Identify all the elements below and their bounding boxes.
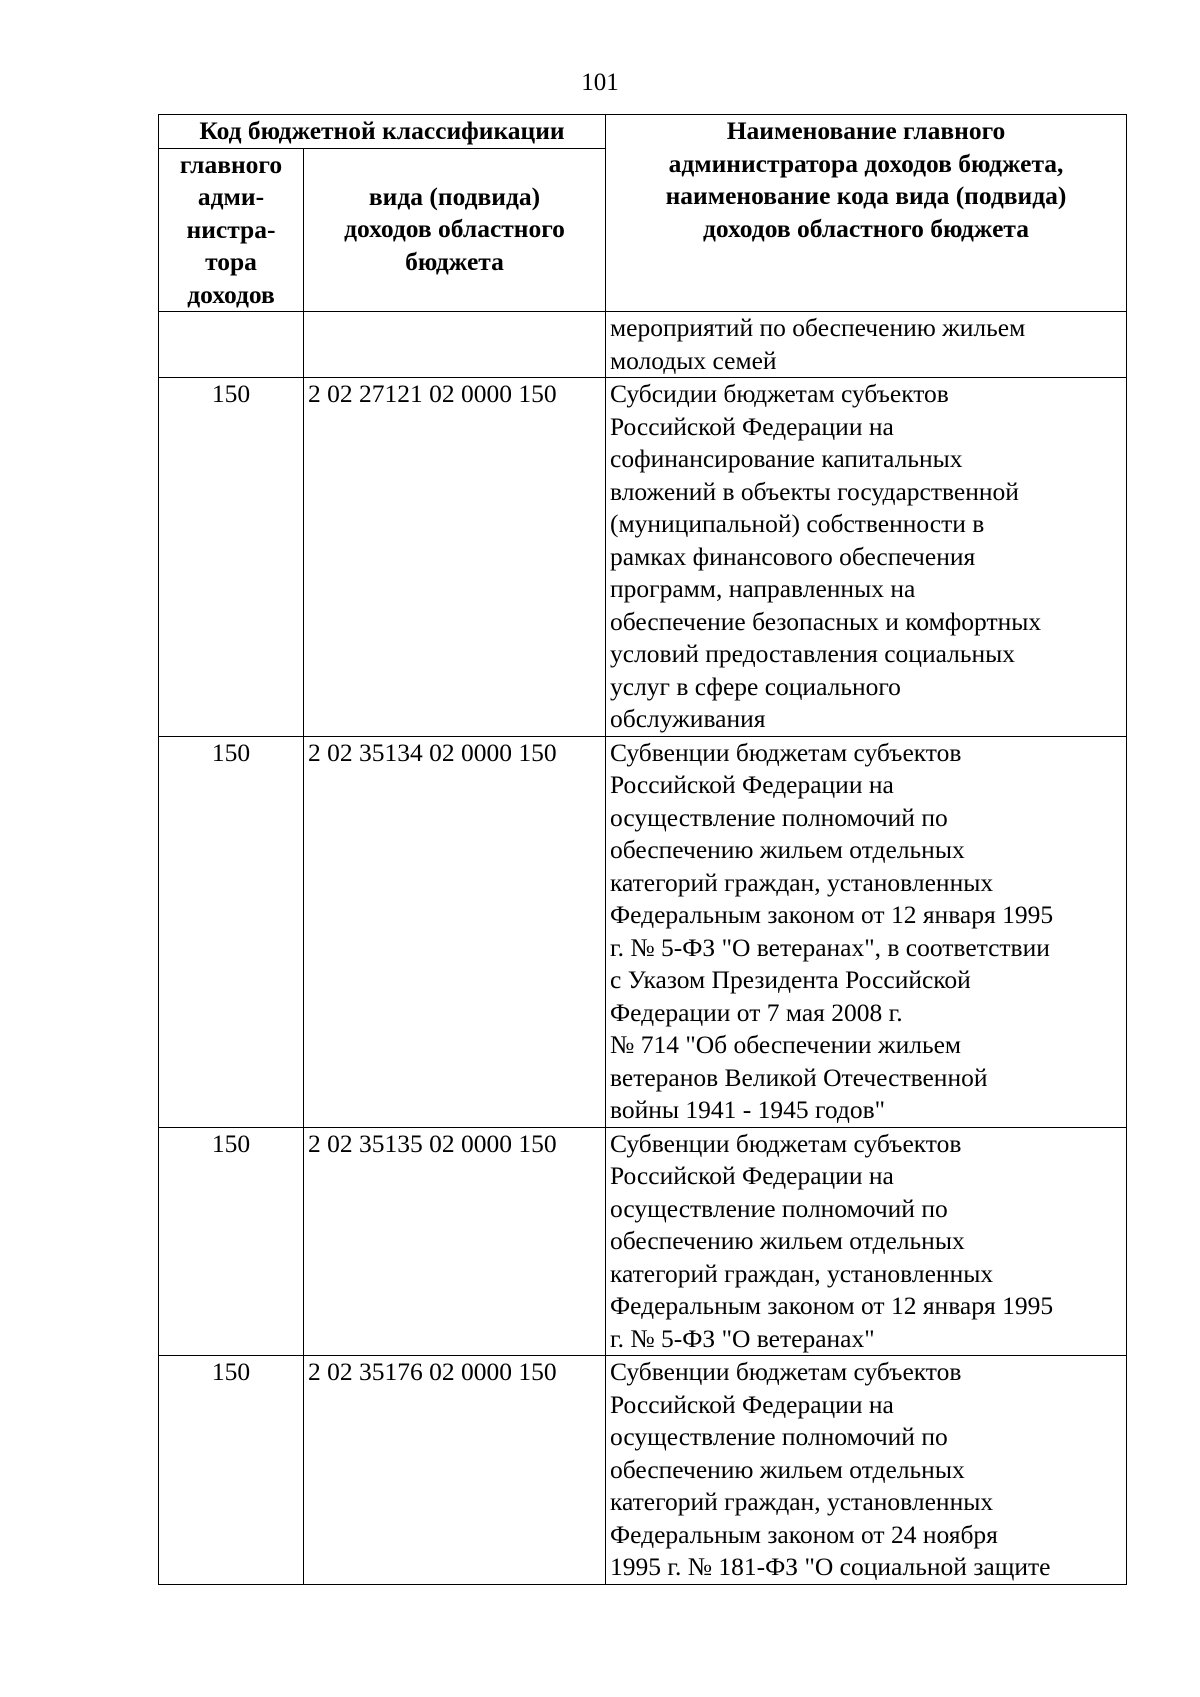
- income-name-cell: [606, 312, 1127, 378]
- table-body: [159, 312, 1127, 1585]
- admin-code-cell: 150: [159, 378, 304, 737]
- income-name-line: ветеранов Великой Отечественной: [610, 1062, 988, 1092]
- income-name-line: Российской Федерации на: [610, 770, 894, 799]
- income-name-line: Субвенции бюджетам субъектов: [610, 1357, 962, 1386]
- income-name-line: (муниципальной) собственности в: [610, 509, 985, 538]
- income-name-line: г. № 5-ФЗ "О ветеранах": [610, 1323, 875, 1353]
- header-admin-line: нистра-: [186, 214, 276, 244]
- income-name-line: условий предоставления социальных: [610, 639, 1016, 668]
- income-name-cell: [606, 1356, 1127, 1585]
- header-name-line: доходов областного бюджета: [703, 213, 1029, 243]
- table-row: [159, 378, 1127, 737]
- income-name-line: обслуживания: [610, 704, 766, 733]
- income-name-line: Федерации от 7 мая 2008 г.: [610, 997, 903, 1027]
- header-name-line: наименование кода вида (подвида): [665, 181, 1067, 210]
- income-name-line: обеспечение безопасных и комфортных: [610, 606, 1042, 636]
- header-code-line: бюджета: [405, 246, 504, 276]
- table-header: [159, 115, 1127, 312]
- table-row: [159, 1127, 1127, 1356]
- income-name-line: Федеральным законом от 24 ноября: [610, 1519, 998, 1549]
- table-row: [159, 736, 1127, 1127]
- income-name-line: мероприятий по обеспечению жильем: [610, 313, 1026, 342]
- income-name-line: Субвенции бюджетам субъектов: [610, 737, 962, 767]
- header-code-column: [304, 148, 606, 312]
- income-name-cell: [606, 736, 1127, 1127]
- header-code-line: доходов областного: [344, 214, 565, 243]
- income-name-line: категорий граждан, установленных: [610, 1258, 994, 1288]
- admin-code-cell: 150: [159, 1127, 304, 1356]
- income-name-line: Субсидии бюджетам субъектов: [610, 379, 949, 408]
- income-name-line: программ, направленных на: [610, 574, 916, 603]
- income-name-line: категорий граждан, установленных: [610, 867, 994, 897]
- income-code-cell: 2 02 35134 02 0000 150: [304, 736, 606, 1127]
- admin-code-cell: [159, 312, 304, 378]
- budget-classification-table: [158, 114, 1127, 1585]
- income-name-line: вложений в объекты государственной: [610, 476, 1019, 506]
- income-name-line: № 714 "Об обеспечении жильем: [610, 1030, 962, 1059]
- income-code-cell: 2 02 27121 02 0000 150: [304, 378, 606, 737]
- income-name-line: с Указом Президента Российской: [610, 965, 971, 994]
- income-name-line: войны 1941 - 1945 годов": [610, 1095, 886, 1124]
- header-admin-line: доходов: [187, 279, 275, 309]
- header-admin-column: [159, 148, 304, 312]
- table-row: [159, 1356, 1127, 1585]
- income-name-line: услуг в сфере социального: [610, 671, 901, 701]
- header-budget-classification-code: Код бюджетной классификации: [159, 115, 606, 149]
- income-name-line: софинансирование капитальных: [610, 444, 963, 473]
- income-name-line: г. № 5-ФЗ "О ветеранах", в соответствии: [610, 932, 1050, 962]
- income-name-line: Российской Федерации на: [610, 411, 894, 441]
- admin-code-cell: 150: [159, 736, 304, 1127]
- header-name-line: администратора доходов бюджета,: [668, 148, 1064, 178]
- header-admin-line: главного: [179, 149, 283, 179]
- page-number: 101: [581, 69, 619, 96]
- income-name-line: молодых семей: [610, 345, 777, 375]
- income-name-line: рамках финансового обеспечения: [610, 541, 976, 571]
- admin-code-cell: 150: [159, 1356, 304, 1585]
- income-code-cell: 2 02 35135 02 0000 150: [304, 1127, 606, 1356]
- income-name-line: Федеральным законом от 12 января 1995: [610, 900, 1054, 929]
- header-admin-line: тора: [205, 247, 257, 276]
- income-code-cell: [304, 312, 606, 378]
- income-name-line: 1995 г. № 181-ФЗ "О социальной защите: [610, 1552, 1051, 1581]
- income-code-cell: 2 02 35176 02 0000 150: [304, 1356, 606, 1585]
- income-name-line: осуществление полномочий по: [610, 802, 948, 832]
- table-row: [159, 312, 1127, 378]
- income-name-line: Субвенции бюджетам субъектов: [610, 1128, 962, 1158]
- income-name-line: осуществление полномочий по: [610, 1422, 948, 1451]
- income-name-line: Российской Федерации на: [610, 1389, 894, 1419]
- income-name-cell: [606, 378, 1127, 737]
- header-name-line: Наименование главного: [726, 116, 1006, 145]
- income-name-line: осуществление полномочий по: [610, 1193, 948, 1223]
- income-name-line: Российской Федерации на: [610, 1161, 894, 1190]
- income-name-line: Федеральным законом от 12 января 1995: [610, 1291, 1054, 1320]
- income-name-line: обеспечению жильем отдельных: [610, 835, 965, 864]
- header-code-line: вида (подвида): [368, 181, 541, 211]
- income-name-cell: [606, 1127, 1127, 1356]
- header-admin-line: адми-: [197, 182, 265, 211]
- income-name-line: обеспечению жильем отдельных: [610, 1454, 965, 1484]
- income-name-line: категорий граждан, установленных: [610, 1487, 994, 1516]
- header-name-column: [606, 115, 1127, 312]
- income-name-line: обеспечению жильем отдельных: [610, 1226, 965, 1255]
